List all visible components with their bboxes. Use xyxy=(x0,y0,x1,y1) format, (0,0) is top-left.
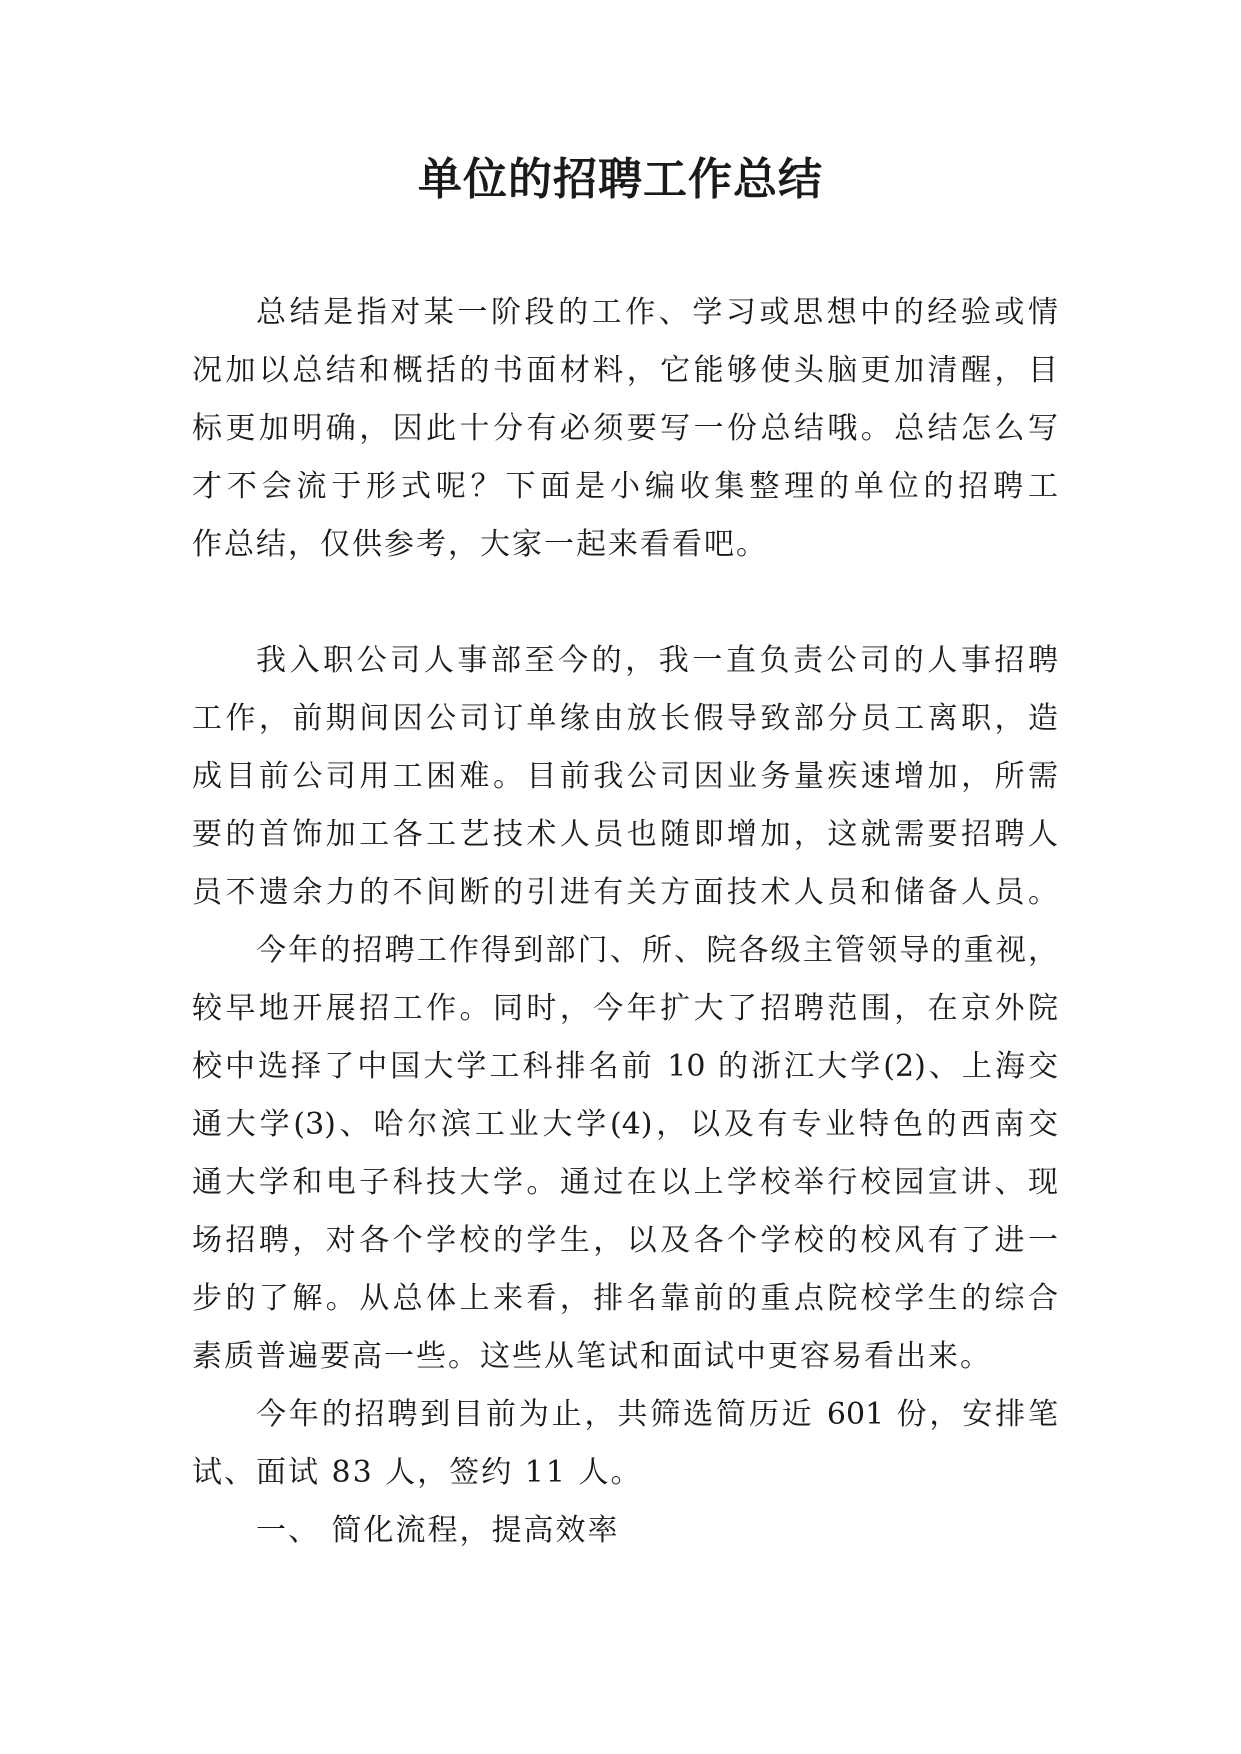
text-line: 校中选择了中国大学工科排名前 10 的浙江大学(2)、上海交 xyxy=(192,1049,1058,1084)
text-line: 今年的招聘工作得到部门、所、院各级主管领导的重视， xyxy=(256,933,1058,968)
text-line: 通大学和电子科技大学。通过在以上学校举行校园宣讲、现 xyxy=(192,1165,1058,1200)
text-line: 今年的招聘到目前为止，共筛选简历近 601 份，安排笔 xyxy=(256,1397,1058,1432)
text-line: 员不遗余力的不间断的引进有关方面技术人员和储备人员。 xyxy=(192,875,1058,910)
text-line: 场招聘，对各个学校的学生，以及各个学校的校风有了进一 xyxy=(192,1223,1058,1258)
text-line: 通大学(3)、哈尔滨工业大学(4)，以及有专业特色的西南交 xyxy=(192,1107,1058,1142)
paragraph-scope xyxy=(192,922,1058,1386)
document-title: 单位的招聘工作总结 xyxy=(418,154,823,205)
text-line: 步的了解。从总体上来看，排名靠前的重点院校学生的综合 xyxy=(192,1281,1058,1316)
text-line: 标更加明确，因此十分有必须要写一份总结哦。总结怎么写 xyxy=(192,411,1058,446)
text-line: 工作，前期间因公司订单缘由放长假导致部分员工离职，造 xyxy=(192,701,1058,736)
paragraph-statistics xyxy=(192,1386,1058,1502)
paragraph-gap xyxy=(192,574,1058,632)
document-body xyxy=(192,284,1058,1560)
text-line: 才不会流于形式呢？下面是小编收集整理的单位的招聘工 xyxy=(192,469,1058,504)
text-line: 试、面试 83 人，签约 11 人。 xyxy=(192,1455,643,1490)
text-line: 总结是指对某一阶段的工作、学习或思想中的经验或情 xyxy=(256,295,1058,330)
text-line: 作总结，仅供参考，大家一起来看看吧。 xyxy=(192,527,768,562)
paragraph-background xyxy=(192,632,1058,922)
text-line: 我入职公司人事部至今的，我一直负责公司的人事招聘 xyxy=(256,643,1058,678)
text-line: 要的首饰加工各工艺技术人员也随即增加，这就需要招聘人 xyxy=(192,817,1058,852)
text-line: 况加以总结和概括的书面材料，它能够使头脑更加清醒，目 xyxy=(192,353,1058,388)
text-line: 较早地开展招工作。同时，今年扩大了招聘范围，在京外院 xyxy=(192,991,1058,1026)
text-line: 成目前公司用工困难。目前我公司因业务量疾速增加，所需 xyxy=(192,759,1058,794)
section-heading: 一、 简化流程，提高效率 xyxy=(256,1513,620,1548)
text-line: 素质普遍要高一些。这些从笔试和面试中更容易看出来。 xyxy=(192,1339,992,1374)
paragraph-intro xyxy=(192,284,1058,574)
